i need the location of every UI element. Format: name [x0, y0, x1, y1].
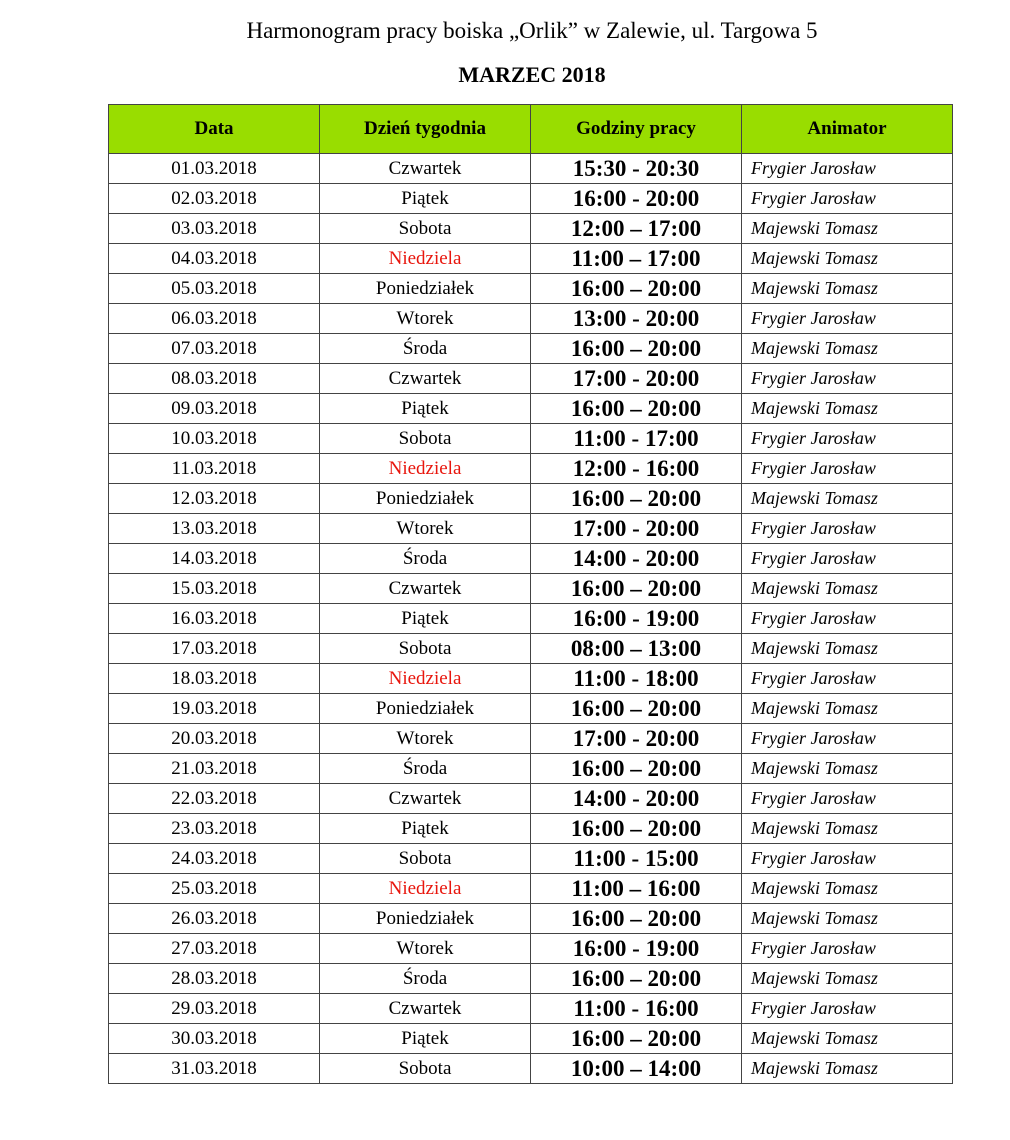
- table-row: [109, 184, 953, 214]
- date-cell: 29.03.2018: [109, 994, 320, 1024]
- table-row: [109, 964, 953, 994]
- weekday-cell: Środa: [320, 334, 531, 364]
- animator-cell: Majewski Tomasz: [742, 574, 953, 604]
- date-cell: 09.03.2018: [109, 394, 320, 424]
- table-row: [109, 424, 953, 454]
- weekday-cell: Wtorek: [320, 304, 531, 334]
- date-cell: 12.03.2018: [109, 484, 320, 514]
- hours-cell: 16:00 - 19:00: [531, 934, 742, 964]
- hours-cell: 15:30 - 20:30: [531, 154, 742, 184]
- weekday-cell: Poniedziałek: [320, 484, 531, 514]
- hours-cell: 16:00 – 20:00: [531, 964, 742, 994]
- table-row: [109, 214, 953, 244]
- animator-cell: Majewski Tomasz: [742, 1024, 953, 1054]
- table-row: [109, 754, 953, 784]
- table-row: [109, 244, 953, 274]
- date-cell: 22.03.2018: [109, 784, 320, 814]
- date-cell: 01.03.2018: [109, 154, 320, 184]
- animator-cell: Frygier Jarosław: [742, 844, 953, 874]
- date-cell: 16.03.2018: [109, 604, 320, 634]
- hours-cell: 16:00 – 20:00: [531, 334, 742, 364]
- animator-cell: Majewski Tomasz: [742, 754, 953, 784]
- table-row: [109, 394, 953, 424]
- document-title: Harmonogram pracy boiska „Orlik” w Zalewie, ul. Targowa 5: [246, 18, 818, 43]
- weekday-cell: Środa: [320, 964, 531, 994]
- weekday-cell: Sobota: [320, 1054, 531, 1084]
- weekday-cell: Piątek: [320, 394, 531, 424]
- schedule-table: [108, 104, 953, 1084]
- date-cell: 15.03.2018: [109, 574, 320, 604]
- table-row: [109, 874, 953, 904]
- table-row: [109, 484, 953, 514]
- hours-cell: 11:00 - 17:00: [531, 424, 742, 454]
- animator-cell: Frygier Jarosław: [742, 154, 953, 184]
- table-row: [109, 634, 953, 664]
- animator-cell: Frygier Jarosław: [742, 664, 953, 694]
- table-body: [109, 154, 953, 1084]
- date-cell: 27.03.2018: [109, 934, 320, 964]
- hours-cell: 11:00 - 15:00: [531, 844, 742, 874]
- table-row: [109, 904, 953, 934]
- animator-cell: Majewski Tomasz: [742, 334, 953, 364]
- date-cell: 24.03.2018: [109, 844, 320, 874]
- animator-cell: Frygier Jarosław: [742, 934, 953, 964]
- hours-cell: 12:00 - 16:00: [531, 454, 742, 484]
- weekday-cell: Czwartek: [320, 784, 531, 814]
- hours-cell: 11:00 - 16:00: [531, 994, 742, 1024]
- table-header: [109, 105, 953, 154]
- table-row: [109, 574, 953, 604]
- table-row: [109, 1024, 953, 1054]
- month-heading: MARZEC 2018: [458, 62, 606, 87]
- hours-cell: 14:00 - 20:00: [531, 784, 742, 814]
- hours-cell: 11:00 – 16:00: [531, 874, 742, 904]
- header-animator: Animator: [742, 105, 953, 154]
- weekday-cell: Czwartek: [320, 574, 531, 604]
- date-cell: 28.03.2018: [109, 964, 320, 994]
- hours-cell: 16:00 – 20:00: [531, 754, 742, 784]
- date-cell: 14.03.2018: [109, 544, 320, 574]
- table-row: [109, 514, 953, 544]
- hours-cell: 17:00 - 20:00: [531, 724, 742, 754]
- table-row: [109, 544, 953, 574]
- weekday-cell: Wtorek: [320, 514, 531, 544]
- table-row: [109, 304, 953, 334]
- weekday-cell: Niedziela: [320, 454, 531, 484]
- weekday-cell: Czwartek: [320, 364, 531, 394]
- date-cell: 03.03.2018: [109, 214, 320, 244]
- date-cell: 13.03.2018: [109, 514, 320, 544]
- animator-cell: Frygier Jarosław: [742, 304, 953, 334]
- weekday-cell: Sobota: [320, 214, 531, 244]
- table-row: [109, 334, 953, 364]
- weekday-cell: Wtorek: [320, 934, 531, 964]
- weekday-cell: Niedziela: [320, 664, 531, 694]
- date-cell: 20.03.2018: [109, 724, 320, 754]
- hours-cell: 10:00 – 14:00: [531, 1054, 742, 1084]
- date-cell: 26.03.2018: [109, 904, 320, 934]
- hours-cell: 16:00 – 20:00: [531, 1024, 742, 1054]
- table-row: [109, 784, 953, 814]
- weekday-cell: Niedziela: [320, 244, 531, 274]
- weekday-cell: Czwartek: [320, 154, 531, 184]
- table-row: [109, 454, 953, 484]
- weekday-cell: Niedziela: [320, 874, 531, 904]
- hours-cell: 08:00 – 13:00: [531, 634, 742, 664]
- hours-cell: 16:00 – 20:00: [531, 814, 742, 844]
- table-row: [109, 364, 953, 394]
- date-cell: 06.03.2018: [109, 304, 320, 334]
- date-cell: 30.03.2018: [109, 1024, 320, 1054]
- hours-cell: 16:00 – 20:00: [531, 904, 742, 934]
- animator-cell: Frygier Jarosław: [742, 514, 953, 544]
- animator-cell: Frygier Jarosław: [742, 424, 953, 454]
- date-cell: 18.03.2018: [109, 664, 320, 694]
- hours-cell: 16:00 – 20:00: [531, 694, 742, 724]
- table-row: [109, 1054, 953, 1084]
- table-row: [109, 604, 953, 634]
- animator-cell: Majewski Tomasz: [742, 244, 953, 274]
- weekday-cell: Sobota: [320, 844, 531, 874]
- hours-cell: 16:00 – 20:00: [531, 574, 742, 604]
- animator-cell: Frygier Jarosław: [742, 364, 953, 394]
- animator-cell: Frygier Jarosław: [742, 784, 953, 814]
- weekday-cell: Sobota: [320, 634, 531, 664]
- header-row: [109, 105, 953, 154]
- animator-cell: Majewski Tomasz: [742, 1054, 953, 1084]
- hours-cell: 17:00 - 20:00: [531, 364, 742, 394]
- date-cell: 25.03.2018: [109, 874, 320, 904]
- animator-cell: Majewski Tomasz: [742, 274, 953, 304]
- weekday-cell: Środa: [320, 544, 531, 574]
- table-row: [109, 814, 953, 844]
- animator-cell: Majewski Tomasz: [742, 814, 953, 844]
- weekday-cell: Środa: [320, 754, 531, 784]
- weekday-cell: Wtorek: [320, 724, 531, 754]
- weekday-cell: Piątek: [320, 604, 531, 634]
- header-weekday: Dzień tygodnia: [320, 105, 531, 154]
- hours-cell: 16:00 - 19:00: [531, 604, 742, 634]
- date-cell: 04.03.2018: [109, 244, 320, 274]
- animator-cell: Majewski Tomasz: [742, 874, 953, 904]
- animator-cell: Majewski Tomasz: [742, 214, 953, 244]
- animator-cell: Majewski Tomasz: [742, 394, 953, 424]
- table-row: [109, 694, 953, 724]
- hours-cell: 12:00 – 17:00: [531, 214, 742, 244]
- date-cell: 17.03.2018: [109, 634, 320, 664]
- date-cell: 11.03.2018: [109, 454, 320, 484]
- hours-cell: 14:00 - 20:00: [531, 544, 742, 574]
- weekday-cell: Piątek: [320, 814, 531, 844]
- weekday-cell: Poniedziałek: [320, 694, 531, 724]
- date-cell: 10.03.2018: [109, 424, 320, 454]
- date-cell: 31.03.2018: [109, 1054, 320, 1084]
- weekday-cell: Sobota: [320, 424, 531, 454]
- hours-cell: 16:00 – 20:00: [531, 394, 742, 424]
- header-hours: Godziny pracy: [531, 105, 742, 154]
- table-row: [109, 274, 953, 304]
- animator-cell: Frygier Jarosław: [742, 454, 953, 484]
- table-row: [109, 724, 953, 754]
- weekday-cell: Poniedziałek: [320, 274, 531, 304]
- date-cell: 05.03.2018: [109, 274, 320, 304]
- animator-cell: Frygier Jarosław: [742, 994, 953, 1024]
- date-cell: 07.03.2018: [109, 334, 320, 364]
- hours-cell: 13:00 - 20:00: [531, 304, 742, 334]
- date-cell: 21.03.2018: [109, 754, 320, 784]
- weekday-cell: Czwartek: [320, 994, 531, 1024]
- animator-cell: Frygier Jarosław: [742, 724, 953, 754]
- animator-cell: Frygier Jarosław: [742, 604, 953, 634]
- table-row: [109, 664, 953, 694]
- hours-cell: 16:00 – 20:00: [531, 274, 742, 304]
- hours-cell: 17:00 - 20:00: [531, 514, 742, 544]
- table-row: [109, 934, 953, 964]
- date-cell: 19.03.2018: [109, 694, 320, 724]
- date-cell: 02.03.2018: [109, 184, 320, 214]
- hours-cell: 16:00 - 20:00: [531, 184, 742, 214]
- hours-cell: 11:00 - 18:00: [531, 664, 742, 694]
- table-row: [109, 154, 953, 184]
- date-cell: 08.03.2018: [109, 364, 320, 394]
- date-cell: 23.03.2018: [109, 814, 320, 844]
- animator-cell: Majewski Tomasz: [742, 484, 953, 514]
- animator-cell: Majewski Tomasz: [742, 904, 953, 934]
- weekday-cell: Piątek: [320, 184, 531, 214]
- table-row: [109, 994, 953, 1024]
- animator-cell: Majewski Tomasz: [742, 634, 953, 664]
- hours-cell: 16:00 – 20:00: [531, 484, 742, 514]
- animator-cell: Frygier Jarosław: [742, 544, 953, 574]
- header-date: Data: [109, 105, 320, 154]
- animator-cell: Majewski Tomasz: [742, 964, 953, 994]
- weekday-cell: Poniedziałek: [320, 904, 531, 934]
- table-row: [109, 844, 953, 874]
- hours-cell: 11:00 – 17:00: [531, 244, 742, 274]
- weekday-cell: Piątek: [320, 1024, 531, 1054]
- animator-cell: Majewski Tomasz: [742, 694, 953, 724]
- animator-cell: Frygier Jarosław: [742, 184, 953, 214]
